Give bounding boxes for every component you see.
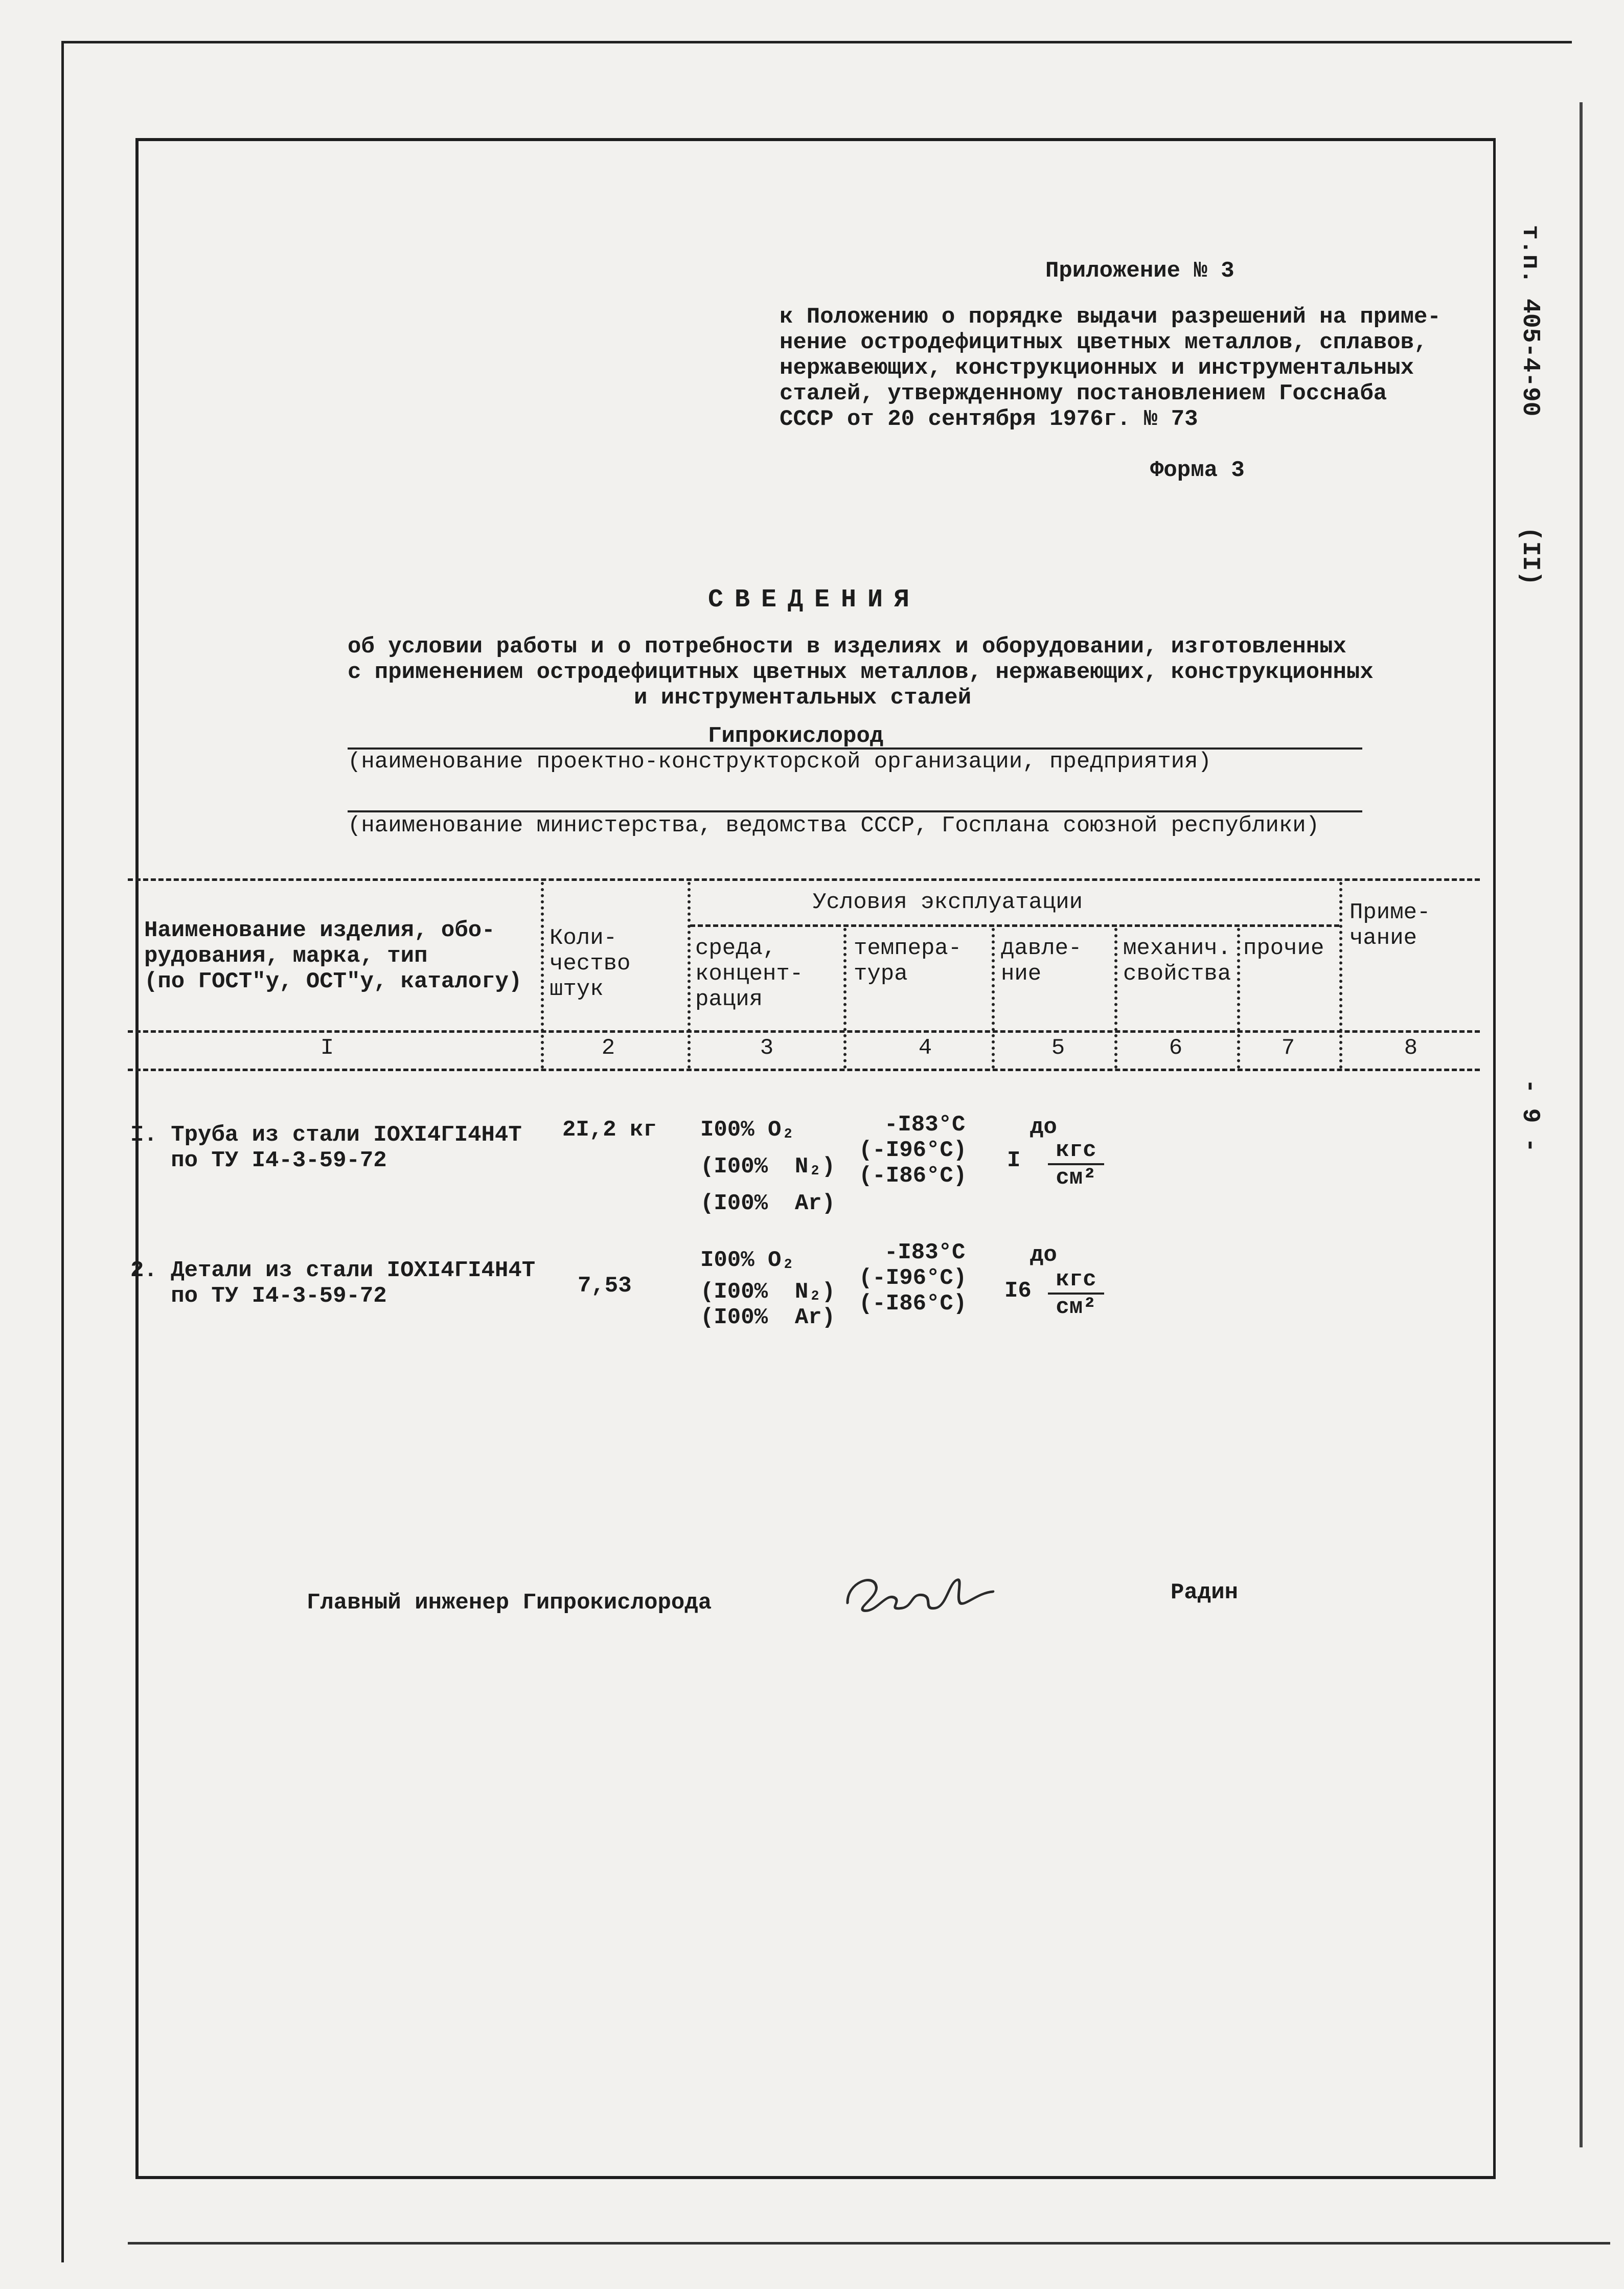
page-number: - 9 - xyxy=(1516,1079,1544,1153)
pressure-unit-bottom: см² xyxy=(1056,1295,1096,1320)
pressure-unit-top: кгс xyxy=(1048,1138,1104,1165)
signatory-position: Главный инженер Гипрокислорода xyxy=(307,1590,712,1616)
column-number: 5 xyxy=(1051,1035,1065,1061)
reference-line: СССР от 20 сентября 1976г. № 73 xyxy=(780,406,1198,432)
item-qty: 2I,2 кг xyxy=(562,1117,657,1143)
header-pressure-line: давле- xyxy=(1001,936,1082,961)
temperature-line: (-I96°C) xyxy=(859,1138,967,1163)
header-medium-line: среда, xyxy=(695,936,776,961)
item-name-line: I. Труба из стали IOXI4ГI4H4T xyxy=(130,1122,522,1148)
column-number: 3 xyxy=(760,1035,774,1061)
column-number: 2 xyxy=(601,1035,615,1061)
signature-scribble xyxy=(833,1562,1010,1623)
header-temperature-line: тура xyxy=(854,961,908,987)
pressure-unit-bottom: см² xyxy=(1056,1165,1096,1191)
ministry-underline xyxy=(348,810,1362,812)
signature xyxy=(831,1562,1010,1635)
header-mechanical-line: механич. xyxy=(1123,936,1231,961)
margin-rule xyxy=(1580,102,1583,2147)
reference-line: к Положению о порядке выдачи разрешений на приме- xyxy=(780,304,1441,330)
item-medium xyxy=(700,1117,835,1216)
temperature-line: (-I86°C) xyxy=(859,1163,967,1189)
temperature-line: -I83°C xyxy=(884,1240,966,1265)
column-divider xyxy=(1237,928,1240,1069)
temperature-line: -I83°C xyxy=(884,1112,966,1138)
medium-line: I00% O₂ xyxy=(700,1248,795,1273)
column-number: 6 xyxy=(1169,1035,1183,1061)
medium-line: (I00% N₂) xyxy=(700,1154,836,1180)
header-mechanical-line: свойства xyxy=(1123,961,1231,987)
header-note xyxy=(1349,900,1430,951)
header-medium-line: концент- xyxy=(695,961,804,987)
column-number: 4 xyxy=(918,1035,932,1061)
medium-line: (I00% Ar) xyxy=(700,1305,836,1330)
column-divider xyxy=(843,928,847,1069)
bottom-rule xyxy=(128,2242,1610,2245)
organization-name: Гипрокислород xyxy=(708,723,884,749)
item-medium xyxy=(700,1248,835,1330)
header-note-line: чание xyxy=(1349,925,1417,951)
pressure-prefix: до xyxy=(1030,1115,1057,1140)
document-title: СВЕДЕНИЯ xyxy=(708,585,921,615)
item-name-line: по ТУ I4-3-59-72 xyxy=(130,1148,387,1173)
header-temperature xyxy=(854,936,962,987)
signatory-name: Радин xyxy=(1171,1580,1239,1605)
header-other: прочие xyxy=(1243,936,1324,961)
column-number: I xyxy=(320,1035,334,1061)
header-name-line: (по ГОСТ"у, ОСТ"у, каталогу) xyxy=(144,969,522,994)
item-name-line: 2. Детали из стали IOXI4ГI4H4T xyxy=(130,1258,536,1283)
subtitle-line: и инструментальных сталей xyxy=(634,685,972,711)
pressure-unit xyxy=(1048,1267,1104,1320)
medium-line: I00% O₂ xyxy=(700,1117,795,1143)
column-number: 7 xyxy=(1281,1035,1295,1061)
table-row xyxy=(130,1258,535,1309)
pressure-prefix: до xyxy=(1030,1242,1057,1268)
table-top-rule xyxy=(128,878,1480,881)
item-temperature xyxy=(859,1240,967,1317)
subtitle-line: с применением остродефицитных цветных металлов, нержавеющих, конструкционных xyxy=(348,660,1374,685)
medium-line: (I00% N₂) xyxy=(700,1279,836,1305)
pressure-unit-top: кгс xyxy=(1048,1267,1104,1295)
column-divider xyxy=(1114,928,1117,1069)
item-name-line: по ТУ I4-3-59-72 xyxy=(130,1283,387,1309)
header-qty-line: штук xyxy=(550,977,604,1002)
column-divider xyxy=(688,882,691,1069)
reference-block xyxy=(780,304,1441,432)
header-bottom-rule xyxy=(128,1030,1480,1033)
header-pressure-line: ние xyxy=(1001,961,1042,987)
header-pressure xyxy=(1001,936,1082,987)
header-conditions: Условия эксплуатации xyxy=(813,890,1083,915)
reference-line: нержавеющих, конструкционных и инструментальных xyxy=(780,355,1414,381)
header-name-line: рудования, марка, тип xyxy=(144,943,428,969)
header-qty-line: чество xyxy=(550,951,631,977)
side-strip xyxy=(1490,138,1567,2176)
header-temperature-line: темпера- xyxy=(854,936,962,961)
pressure-value: I6 xyxy=(1004,1278,1032,1304)
subtitle-line: об условии работы и о потребности в изделиях и оборудовании, изготовленных xyxy=(348,634,1346,660)
header-name xyxy=(144,918,522,994)
reference-line: нение остродефицитных цветных металлов, сплавов, xyxy=(780,330,1428,355)
album-number: (II) xyxy=(1516,527,1544,586)
temperature-line: (-I96°C) xyxy=(859,1265,967,1291)
header-mechanical xyxy=(1123,936,1231,987)
table-row xyxy=(130,1122,522,1173)
medium-line: (I00% Ar) xyxy=(700,1191,836,1216)
ministry-caption: (наименование министерства, ведомства СССР, Госплана союзной республики) xyxy=(348,813,1320,838)
numbers-bottom-rule xyxy=(128,1069,1480,1071)
column-divider xyxy=(992,928,995,1069)
project-code: т.п. 405-4-90 xyxy=(1516,225,1544,417)
item-qty: 7,53 xyxy=(578,1273,632,1299)
header-qty xyxy=(550,925,630,1002)
item-temperature xyxy=(859,1112,967,1189)
header-medium xyxy=(695,936,803,1012)
header-qty-line: Коли- xyxy=(550,925,617,951)
column-divider xyxy=(1339,882,1342,1069)
subtitle-block xyxy=(348,634,1374,711)
column-divider xyxy=(541,882,544,1069)
appendix-label: Приложение № 3 xyxy=(1045,258,1234,284)
pressure-value: I xyxy=(1007,1148,1021,1173)
header-medium-line: рация xyxy=(695,987,763,1012)
organization-caption: (наименование проектно-конструкторской организации, предприятия) xyxy=(348,749,1211,775)
column-number: 8 xyxy=(1404,1035,1418,1061)
conditions-rule xyxy=(690,924,1339,927)
temperature-line: (-I86°C) xyxy=(859,1291,967,1317)
reference-line: сталей, утвержденному постановлением Госснаба xyxy=(780,381,1387,406)
header-name-line: Наименование изделия, обо- xyxy=(144,918,495,943)
header-note-line: Приме- xyxy=(1349,900,1431,925)
pressure-unit xyxy=(1048,1138,1104,1191)
form-label: Форма 3 xyxy=(1150,458,1245,483)
